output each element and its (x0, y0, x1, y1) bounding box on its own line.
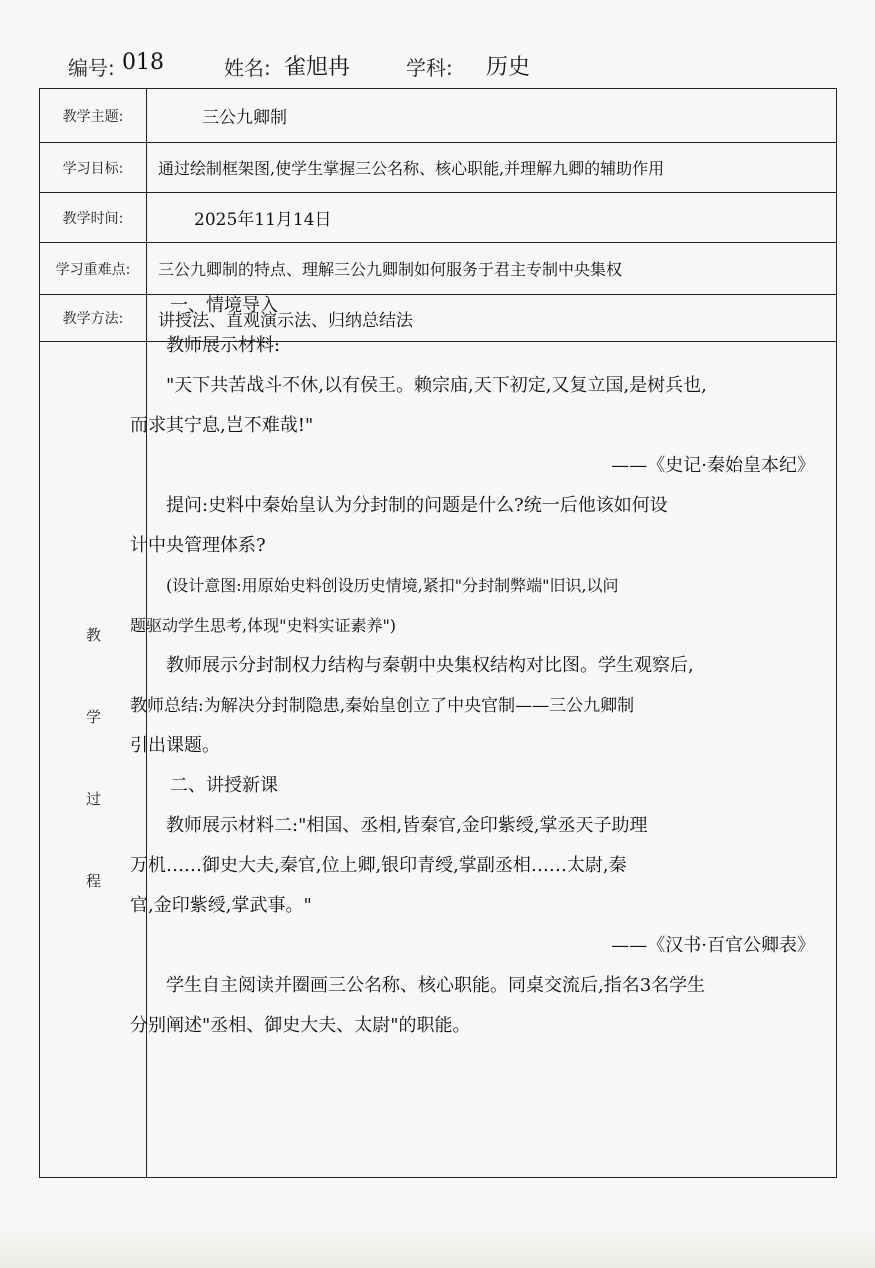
keypoint-label: 学习重难点: (40, 243, 147, 294)
section1-title: 一、情境导入 (170, 295, 278, 316)
number-label: 编号: (68, 56, 115, 80)
header-line (0, 44, 875, 84)
row-topic (40, 89, 836, 143)
s1-intro: 教师展示材料: (166, 335, 281, 356)
row-goal (40, 143, 836, 193)
method-label: 教学方法: (40, 295, 147, 341)
s1-show-line1: 教师展示分封制权力结构与秦朝中央集权结构对比图。学生观察后, (166, 655, 694, 676)
process-char-1: 教 (85, 626, 101, 644)
number-value: 018 (122, 50, 164, 75)
s1-quote-line2: 而求其宁息,岂不难哉!" (130, 415, 314, 436)
name-label: 姓名: (224, 56, 271, 80)
time-value: 2025年11月14日 (194, 210, 332, 230)
topic-label: 教学主题: (40, 89, 147, 142)
method-value: 讲授法、直观演示法、归纳总结法 (158, 310, 413, 331)
row-time (40, 193, 836, 243)
subject-value: 历史 (486, 55, 531, 80)
process-char-3: 过 (85, 790, 101, 808)
s2-task-line2: 分别阐述"丞相、御史大夫、太尉"的职能。 (130, 1015, 471, 1036)
process-content (130, 286, 855, 1046)
s2-material-line2: 万机……御史大夫,秦官,位上卿,银印青绶,掌副丞相……太尉,秦 (130, 855, 627, 876)
process-char-2: 学 (85, 708, 101, 726)
s2-material-line1: 教师展示材料二:"相国、丞相,皆秦官,金印紫绶,掌丞天子助理 (166, 815, 648, 836)
keypoint-value: 三公九卿制的特点、理解三公九卿制如何服务于君主专制中央集权 (158, 260, 623, 279)
s1-question-line1: 提问:史料中秦始皇认为分封制的问题是什么?统一后他该如何设 (166, 495, 668, 516)
s2-cite: ——《汉书·百官公卿表》 (611, 935, 815, 956)
s1-show-line2: 教师总结:为解决分封制隐患,秦始皇创立了中央官制——三公九卿制 (130, 696, 635, 716)
process-char-4: 程 (85, 872, 101, 890)
name-value: 雀旭冉 (284, 55, 351, 80)
topic-value: 三公九卿制 (202, 108, 287, 128)
s2-task-line1: 学生自主阅读并圈画三公名称、核心职能。同桌交流后,指名3名学生 (166, 975, 706, 996)
subject-label: 学科: (406, 56, 453, 80)
s1-quote-line1: "天下共苦战斗不休,以有侯王。赖宗庙,天下初定,又复立国,是树兵也, (166, 375, 707, 396)
s1-design-line2: 题驱动学生思考,体现"史料实证素养") (130, 616, 397, 635)
goal-label: 学习目标: (40, 143, 147, 192)
time-label: 教学时间: (40, 193, 147, 242)
goal-value: 通过绘制框架图,使学生掌握三公名称、核心职能,并理解九卿的辅助作用 (158, 159, 665, 178)
s1-show-line3: 引出课题。 (130, 735, 220, 756)
scan-bottom-shadow (0, 1230, 875, 1268)
section2-title: 二、讲授新课 (170, 775, 278, 796)
s1-design-line1: (设计意图:用原始史料创设历史情境,紧扣"分封制弊端"旧识,以问 (166, 576, 619, 595)
s1-question-line2: 计中央管理体系? (130, 535, 266, 556)
s2-material-line3: 官,金印紫绶,掌武事。" (130, 895, 312, 916)
s1-cite: ——《史记·秦始皇本纪》 (611, 455, 815, 476)
